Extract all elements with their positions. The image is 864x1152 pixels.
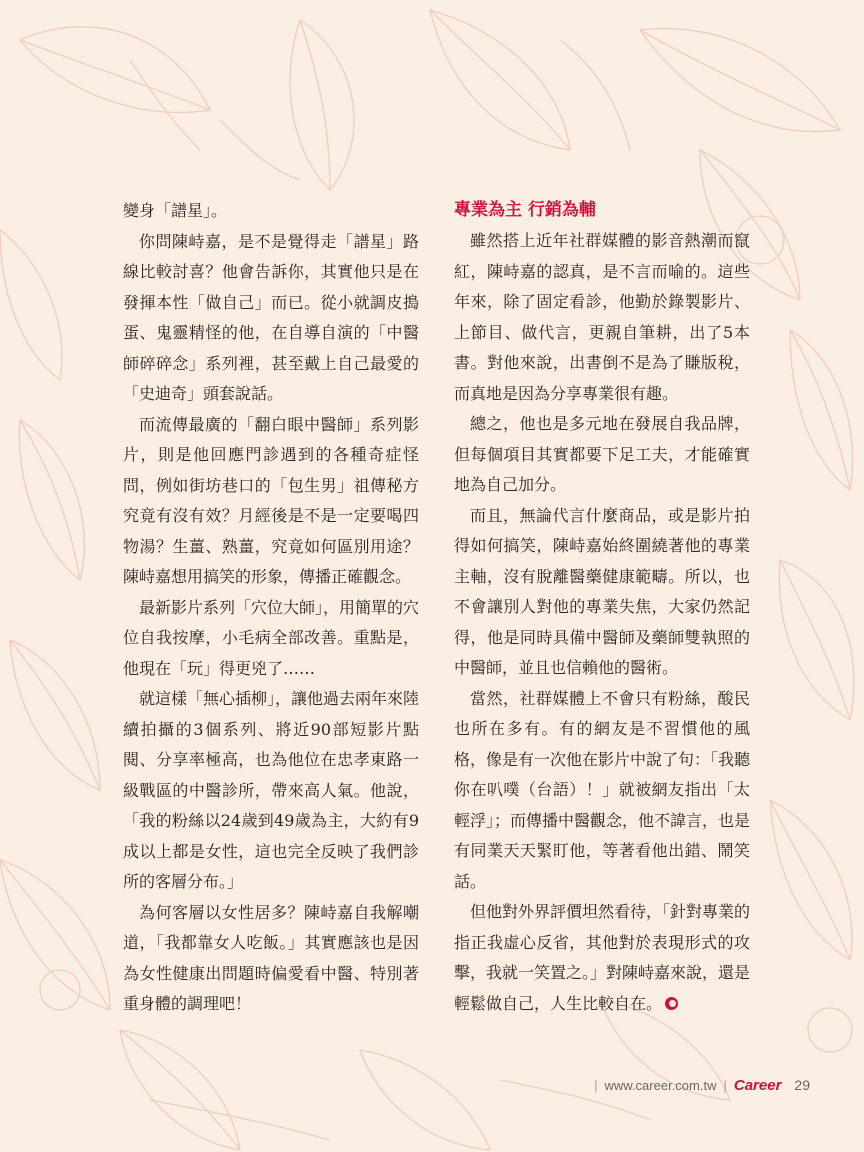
article-paragraph: 而且，無論代言什麼商品，或是影片拍得如何搞笑，陳峙嘉始終圍繞著他的專業主軸，沒有脫離醫藥健康範疇。所以，也不會讓別人對他的專業失焦，大家仍然記得，他是同時具備中醫師及藥師雙執照的中醫師，並且也信賴他的醫術。 xyxy=(454,505,750,677)
article-paragraph-text: 但他對外界評價坦然看待，「針對專業的指正我虛心反省，其他對於表現形式的攻擊，我就一笑置之。」對陳峙嘉來說，還是輕鬆做自己，人生比較自在。 xyxy=(454,902,751,1013)
end-mark-icon xyxy=(665,997,678,1010)
article-paragraph: 最新影片系列「穴位大師」，用簡單的穴位自我按摩，小毛病全部改善。重點是，他現在「玩」得更兇了…… xyxy=(123,597,420,678)
article-paragraph: 總之，他也是多元地在發展自我品牌，但每個項目其實都要下足工夫，才能確實地為自己加分。 xyxy=(454,414,750,494)
article-paragraph: 而流傳最廣的「翻白眼中醫師」系列影片，則是他回應門診遇到的各種奇症怪問，例如街坊巷口的「包生男」祖傳秘方究竟有沒有效？月經後是不是一定要喝四物湯？生薑、熟薑，究竟如何區別用途？陳峙嘉想用搞笑的形象，傳播正確觀念。 xyxy=(123,414,419,586)
section-heading: 專業為主 行銷為輔 xyxy=(454,200,596,220)
page-footer xyxy=(560,1075,810,1095)
right-column xyxy=(454,196,750,1019)
footer-divider: | xyxy=(594,1077,598,1093)
article-paragraph: 為何客層以女性居多？陳峙嘉自我解嘲道，「我都靠女人吃飯。」其實應該也是因為女性健康出問題時偏愛看中醫、特別著重身體的調理吧！ xyxy=(123,902,419,1013)
brand-logo: Career xyxy=(733,1076,782,1094)
footer-url: www.career.com.tw xyxy=(604,1077,717,1093)
footer-divider: | xyxy=(723,1077,727,1093)
article-paragraph: 雖然搭上近年社群媒體的影音熱潮而竄紅，陳峙嘉的認真，是不言而喻的。這些年來，除了固定看診，他勤於錄製影片、上節目、做代言，更親自筆耕，出了5本書。對他來說，出書倒不是為了賺版稅，而真地是因為分享專業很有趣。 xyxy=(454,231,750,403)
page-number: 29 xyxy=(794,1077,810,1093)
article-paragraph: 你問陳峙嘉，是不是覺得走「譜星」路線比較討喜？他會告訴你，其實他只是在發揮本性「做自己」而已。從小就調皮搗蛋、鬼靈精怪的他，在自導自演的「中醫師碎碎念」系列裡，甚至戴上自己最愛的「史迪奇」頭套說話。 xyxy=(123,231,419,403)
article-paragraph: 就這樣「無心插柳」，讓他過去兩年來陸續拍攝的3個系列、將近90部短影片點閱、分享率極高，也為他位在忠孝東路一級戰區的中醫診所，帶來高人氣。他說，「我的粉絲以24歲到49歲為主，大約有9成以上都是女性，這也完全反映了我們診所的客層分布。」 xyxy=(123,689,420,891)
left-column xyxy=(123,196,419,1020)
article-paragraph: 變身「譜星」。 xyxy=(123,201,228,220)
article-paragraph: 當然，社群媒體上不會只有粉絲，酸民也所在多有。有的網友是不習慣他的風格，像是有一次他在影片中說了句：「我聽你在叭噗（台語）！」就被網友指出「太輕浮」；而傳播中醫觀念，他不諱言，也是有同業天天緊盯他，等著看他出錯、鬧笑話。 xyxy=(454,688,751,891)
article-last-paragraph xyxy=(454,897,750,1019)
